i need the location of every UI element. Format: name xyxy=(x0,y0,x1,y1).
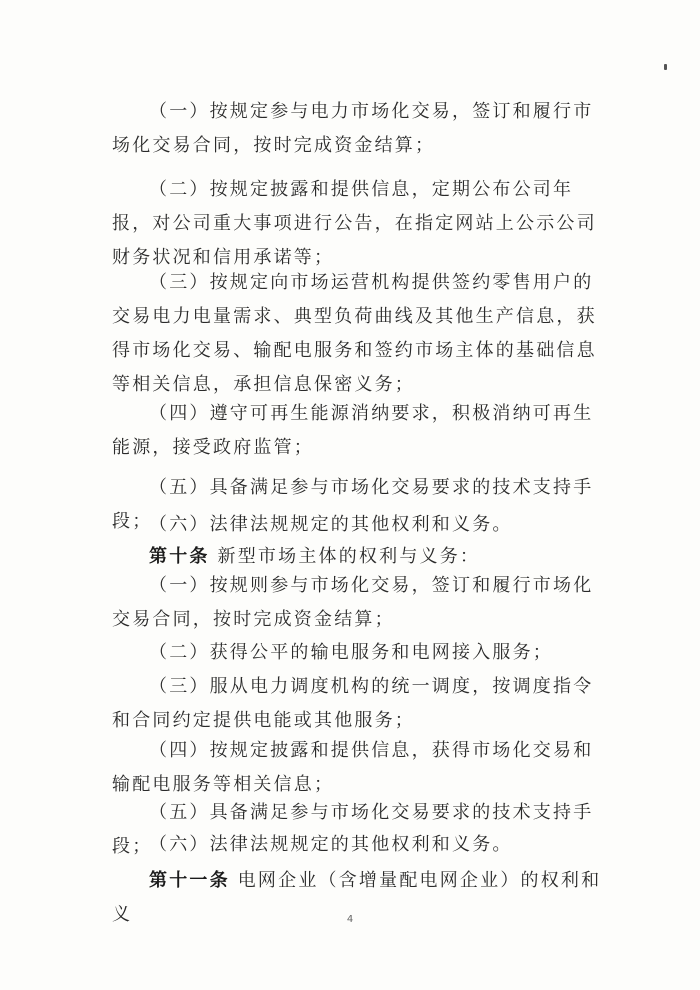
paragraph-3: （三）按规定向市场运营机构提供签约零售用户的交易电力电量需求、典型负荷曲线及其他生产信息，获得市场化交易、输配电服务和签约市场主体的基础信息等相关信息，承担信息保密义务； xyxy=(112,272,597,395)
paragraph-6: （六）法律法规规定的其他权利和义务。 xyxy=(149,514,513,535)
article-11-title: 第十一条 xyxy=(149,870,230,891)
page-number: 4 xyxy=(346,914,354,925)
paragraph-10: （四）按规定披露和提供信息，获得市场化交易和输配电服务等相关信息； xyxy=(112,740,594,795)
scan-mark xyxy=(664,64,667,70)
paragraph-4: （四）遵守可再生能源消纳要求，积极消纳可再生能源，接受政府监管； xyxy=(112,403,594,458)
paragraph-8: （二）获得公平的输电服务和电网接入服务； xyxy=(149,642,553,663)
paragraph-9: （三）服从电力调度机构的统一调度，按调度指令和合同约定提供电能或其他服务； xyxy=(112,676,594,731)
paragraph-1: （一）按规定参与电力市场化交易，签订和履行市场化交易合同，按时完成资金结算； xyxy=(112,101,594,156)
paragraph-5: （五）具备满足参与市场化交易要求的技术支持手段； xyxy=(112,477,594,532)
paragraph-7: （一）按规则参与市场化交易，签订和履行市场化交易合同，按时完成资金结算； xyxy=(112,575,594,630)
paragraph-11: （五）具备满足参与市场化交易要求的技术支持手段； xyxy=(112,802,594,857)
paragraph-2: （二）按规定披露和提供信息，定期公布公司年报，对公司重大事项进行公告，在指定网站上公示公司财务状况和信用承诺等； xyxy=(112,179,597,268)
paragraph-12: （六）法律法规规定的其他权利和义务。 xyxy=(149,834,513,855)
article-11-heading: 第十一条 电网企业（含增量配电网企业）的权利和义 xyxy=(112,870,602,925)
article-10-title: 第十条 xyxy=(149,546,210,567)
article-10-heading: 第十条 新型市场主体的权利与义务： xyxy=(149,546,481,567)
